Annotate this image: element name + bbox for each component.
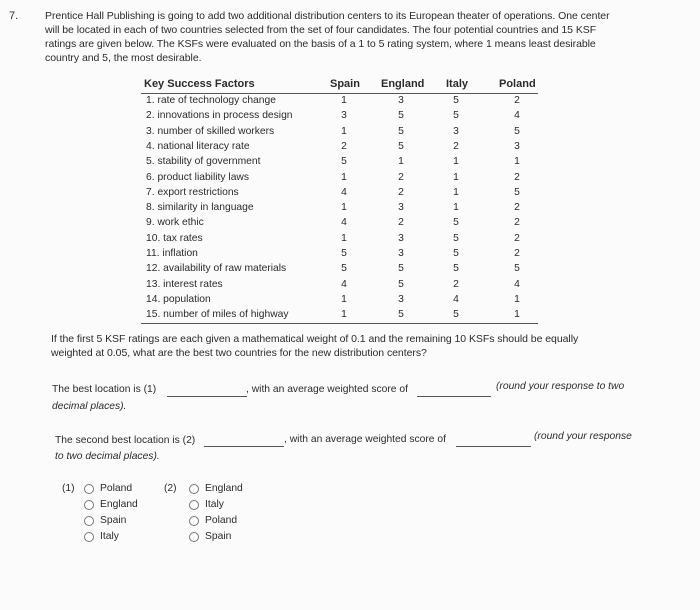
table-cell-spain: 1 bbox=[341, 294, 347, 305]
table-cell-spain: 5 bbox=[341, 248, 347, 259]
table-header-england: England bbox=[381, 78, 425, 90]
table-header-rule bbox=[141, 93, 538, 94]
options2-label: (2) bbox=[164, 483, 177, 494]
table-cell-italy: 1 bbox=[453, 187, 459, 198]
radio-option1-poland[interactable] bbox=[84, 484, 94, 494]
table-cell-italy: 1 bbox=[453, 202, 459, 213]
table-cell-poland: 2 bbox=[514, 217, 520, 228]
question-text-line: country and 5, the most desirable. bbox=[45, 52, 202, 64]
table-cell-england: 2 bbox=[398, 217, 404, 228]
table-row-factor: 8. similarity in language bbox=[146, 202, 254, 213]
answer1-line2: decimal places). bbox=[52, 401, 127, 412]
answer1-prefix: The best location is (1) bbox=[52, 384, 157, 395]
table-cell-spain: 1 bbox=[341, 95, 347, 106]
table-row-factor: 2. innovations in process design bbox=[146, 110, 293, 121]
table-cell-england: 3 bbox=[398, 233, 404, 244]
table-cell-poland: 5 bbox=[514, 126, 520, 137]
answer1-middle: , with an average weighted score of bbox=[246, 384, 408, 395]
table-cell-italy: 5 bbox=[453, 248, 459, 259]
table-row-factor: 4. national literacy rate bbox=[146, 141, 250, 152]
answer2-suffix: (round your response bbox=[534, 431, 632, 442]
option2-label: Spain bbox=[205, 531, 232, 542]
option1-label: Spain bbox=[100, 515, 127, 526]
table-cell-poland: 5 bbox=[514, 187, 520, 198]
table-cell-poland: 2 bbox=[514, 248, 520, 259]
table-cell-poland: 2 bbox=[514, 95, 520, 106]
table-cell-italy: 5 bbox=[453, 217, 459, 228]
table-row-factor: 15. number of miles of highway bbox=[146, 309, 289, 320]
table-cell-england: 2 bbox=[398, 172, 404, 183]
table-cell-england: 5 bbox=[398, 309, 404, 320]
table-row-factor: 5. stability of government bbox=[146, 156, 261, 167]
table-cell-italy: 3 bbox=[453, 126, 459, 137]
radio-option2-spain[interactable] bbox=[189, 532, 199, 542]
table-cell-italy: 4 bbox=[453, 294, 459, 305]
table-cell-england: 5 bbox=[398, 263, 404, 274]
table-cell-england: 5 bbox=[398, 110, 404, 121]
question-number: 7. bbox=[9, 10, 19, 22]
radio-option2-poland[interactable] bbox=[189, 516, 199, 526]
table-cell-england: 5 bbox=[398, 126, 404, 137]
radio-option2-england[interactable] bbox=[189, 484, 199, 494]
table-cell-england: 2 bbox=[398, 187, 404, 198]
table-cell-spain: 3 bbox=[341, 110, 347, 121]
table-cell-italy: 5 bbox=[453, 263, 459, 274]
table-cell-poland: 1 bbox=[514, 294, 520, 305]
table-cell-england: 3 bbox=[398, 202, 404, 213]
answer1-suffix: (round your response to two bbox=[496, 381, 625, 392]
question-text-line: Prentice Hall Publishing is going to add two additional distribution centers to its European theater of operations. One center bbox=[45, 10, 610, 22]
table-cell-poland: 2 bbox=[514, 233, 520, 244]
option1-label: Italy bbox=[100, 531, 119, 542]
table-cell-england: 3 bbox=[398, 248, 404, 259]
radio-option1-italy[interactable] bbox=[84, 532, 94, 542]
table-header-poland: Poland bbox=[499, 78, 536, 90]
table-cell-england: 5 bbox=[398, 141, 404, 152]
option1-label: England bbox=[100, 499, 138, 510]
table-cell-italy: 5 bbox=[453, 233, 459, 244]
table-cell-england: 3 bbox=[398, 294, 404, 305]
table-row-factor: 13. interest rates bbox=[146, 279, 223, 290]
answer2-prefix: The second best location is (2) bbox=[55, 435, 196, 446]
table-cell-poland: 1 bbox=[514, 156, 520, 167]
question-text-line: will be located in each of two countries selected from the set of four candidates. The four potential countries and 15 KSF bbox=[45, 24, 597, 36]
option2-label: England bbox=[205, 483, 243, 494]
prompt-text: If the first 5 KSF ratings are each given a mathematical weight of 0.1 and the remaining 10 KSFs should be equally bbox=[51, 333, 579, 345]
answer2-middle: , with an average weighted score of bbox=[284, 434, 446, 445]
table-cell-poland: 4 bbox=[514, 279, 520, 290]
answer2-location-blank[interactable] bbox=[204, 446, 284, 447]
table-cell-italy: 1 bbox=[453, 156, 459, 167]
radio-option1-england[interactable] bbox=[84, 500, 94, 510]
table-cell-poland: 2 bbox=[514, 172, 520, 183]
table-header-spain: Spain bbox=[330, 78, 360, 90]
option2-label: Poland bbox=[205, 515, 238, 526]
table-row-factor: 1. rate of technology change bbox=[146, 95, 276, 106]
option2-label: Italy bbox=[205, 499, 224, 510]
answer1-score-input[interactable] bbox=[417, 396, 491, 397]
table-row-factor: 6. product liability laws bbox=[146, 172, 250, 183]
table-row-factor: 10. tax rates bbox=[146, 233, 203, 244]
table-row-factor: 7. export restrictions bbox=[146, 187, 239, 198]
table-row-factor: 3. number of skilled workers bbox=[146, 126, 275, 137]
table-cell-spain: 5 bbox=[341, 263, 347, 274]
table-row-factor: 14. population bbox=[146, 294, 211, 305]
table-cell-spain: 4 bbox=[341, 187, 347, 198]
table-cell-spain: 2 bbox=[341, 141, 347, 152]
answer2-score-input[interactable] bbox=[456, 446, 531, 447]
answer1-location-blank[interactable] bbox=[167, 396, 247, 397]
table-cell-spain: 1 bbox=[341, 202, 347, 213]
prompt-text: weighted at 0.05, what are the best two countries for the new distribution centers? bbox=[51, 347, 427, 359]
table-row-factor: 9. work ethic bbox=[146, 217, 204, 228]
table-cell-italy: 5 bbox=[453, 110, 459, 121]
table-cell-spain: 5 bbox=[341, 156, 347, 167]
table-cell-spain: 1 bbox=[341, 233, 347, 244]
table-cell-italy: 2 bbox=[453, 279, 459, 290]
table-cell-poland: 2 bbox=[514, 202, 520, 213]
radio-option2-italy[interactable] bbox=[189, 500, 199, 510]
table-row-factor: 12. availability of raw materials bbox=[146, 263, 287, 274]
table-cell-spain: 1 bbox=[341, 309, 347, 320]
table-cell-spain: 4 bbox=[341, 217, 347, 228]
table-cell-spain: 1 bbox=[341, 172, 347, 183]
answer2-line2: to two decimal places). bbox=[55, 451, 160, 462]
table-cell-poland: 3 bbox=[514, 141, 520, 152]
table-header-factor: Key Success Factors bbox=[144, 78, 255, 90]
table-cell-england: 1 bbox=[398, 156, 404, 167]
table-bottom-rule bbox=[141, 323, 538, 324]
table-cell-italy: 5 bbox=[453, 95, 459, 106]
table-cell-italy: 1 bbox=[453, 172, 459, 183]
radio-option1-spain[interactable] bbox=[84, 516, 94, 526]
table-cell-poland: 1 bbox=[514, 309, 520, 320]
table-cell-poland: 4 bbox=[514, 110, 520, 121]
table-cell-spain: 1 bbox=[341, 126, 347, 137]
table-cell-poland: 5 bbox=[514, 263, 520, 274]
table-header-italy: Italy bbox=[446, 78, 469, 90]
table-cell-italy: 5 bbox=[453, 309, 459, 320]
table-cell-spain: 4 bbox=[341, 279, 347, 290]
table-cell-italy: 2 bbox=[453, 141, 459, 152]
options1-label: (1) bbox=[62, 483, 75, 494]
table-cell-england: 5 bbox=[398, 279, 404, 290]
question-text-line: ratings are given below. The KSFs were evaluated on the basis of a 1 to 5 rating system, where 1 means least desirable bbox=[45, 38, 596, 50]
option1-label: Poland bbox=[100, 483, 133, 494]
table-cell-england: 3 bbox=[398, 95, 404, 106]
table-row-factor: 11. inflation bbox=[146, 248, 198, 259]
